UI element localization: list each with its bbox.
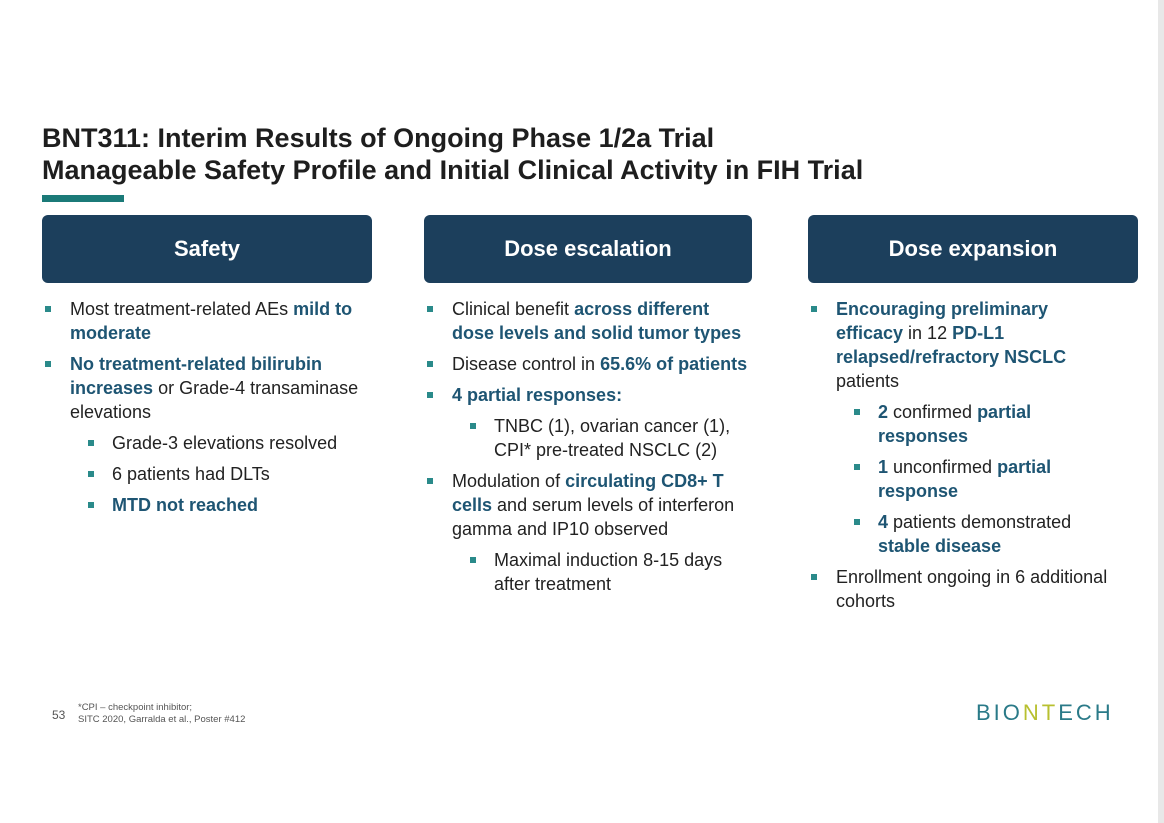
bullet-text-bold: 65.6% of patients (600, 354, 748, 374)
biontech-logo (976, 700, 1114, 726)
bullet-text: Modulation of (452, 471, 566, 491)
title-line-1: BNT311: Interim Results of Ongoing Phase 1/2a Trial (42, 123, 715, 153)
bullet-text: Grade-3 elevations resolved (112, 433, 338, 453)
bullet-text-bold: Encouraging preliminary efficacy (836, 299, 1049, 343)
sub-bullet-item (424, 548, 752, 596)
column-dose-expansion (808, 215, 1138, 620)
bullet-text: and serum levels of interferon gamma and IP10 observed (452, 495, 735, 539)
bullet-text: Enrollment ongoing in 6 additional cohorts (836, 567, 1108, 611)
footnote (78, 702, 245, 726)
bullet-text: confirmed (888, 402, 978, 422)
bullet-list (424, 297, 752, 596)
bullet-item (424, 352, 752, 376)
footnote-line-2: SITC 2020, Garralda et al., Poster #412 (78, 714, 246, 725)
bullet-text: Most treatment-related AEs (70, 299, 294, 319)
bullet-item (808, 297, 1108, 393)
bullet-item (424, 297, 752, 345)
logo-part: ECH (1058, 700, 1114, 725)
bullet-text-bold: 4 (878, 512, 889, 532)
bullet-text-bold: No treatment-related bilirubin increases (70, 354, 323, 398)
bullet-text: TNBC (1), ovarian cancer (1), CPI* pre-treated NSCLC (2) (494, 416, 731, 460)
bullet-text-bold: 2 (878, 402, 889, 422)
sub-bullet-item (808, 400, 1108, 448)
bullet-text: in 12 (903, 323, 953, 343)
bullet-text: Maximal induction 8-15 days after treatment (494, 550, 723, 594)
logo-part: BIO (976, 700, 1023, 725)
sub-bullet-item (42, 493, 362, 517)
bullet-text-bold: partial responses (878, 402, 1032, 446)
scan-edge (1158, 0, 1164, 823)
bullet-text: 6 patients had DLTs (112, 464, 270, 484)
bullet-text-bold: circulating CD8+ T cells (452, 471, 724, 515)
bullet-text: or Grade-4 transaminase elevations (70, 378, 359, 422)
bullet-text: Disease control in (452, 354, 601, 374)
bullet-text-bold: mild to moderate (70, 299, 353, 343)
sub-bullet-item (808, 455, 1108, 503)
column-header: Dose expansion (808, 215, 1138, 283)
bullet-text-bold: 4 partial responses: (452, 385, 623, 405)
page-number: 53 (52, 708, 66, 722)
bullet-item (42, 297, 362, 345)
bullet-item (424, 469, 752, 541)
footnote-line-1: *CPI – checkpoint inhibitor; (78, 702, 193, 713)
bullet-text-bold: PD-L1 relapsed/refractory NSCLC (836, 323, 1067, 367)
bullet-text: Clinical benefit (452, 299, 575, 319)
bullet-item (424, 383, 752, 407)
slide-title (42, 122, 863, 186)
title-line-2: Manageable Safety Profile and Initial Clinical Activity in FIH Trial (42, 155, 864, 185)
bullet-text-bold: partial response (878, 457, 1052, 501)
bullet-list (808, 297, 1138, 613)
sub-bullet-item (42, 431, 362, 455)
sub-bullet-item (424, 414, 752, 462)
bullet-text-bold: 1 (878, 457, 889, 477)
column-safety (42, 215, 372, 524)
bullet-text-bold: stable disease (878, 536, 1002, 556)
bullet-item (42, 352, 362, 424)
bullet-list (42, 297, 372, 517)
title-accent-bar (42, 195, 124, 202)
column-header: Dose escalation (424, 215, 752, 283)
sub-bullet-item (42, 462, 362, 486)
bullet-text-bold: MTD not reached (112, 495, 259, 515)
sub-bullet-item (808, 510, 1108, 558)
logo-part: NT (1022, 700, 1059, 725)
bullet-text: patients demonstrated (888, 512, 1072, 532)
column-dose-escalation (424, 215, 752, 603)
bullet-text: unconfirmed (888, 457, 998, 477)
bullet-item (808, 565, 1108, 613)
bullet-text: patients (836, 371, 900, 391)
bullet-text-bold: across different dose levels and solid tumor types (452, 299, 742, 343)
column-header: Safety (42, 215, 372, 283)
